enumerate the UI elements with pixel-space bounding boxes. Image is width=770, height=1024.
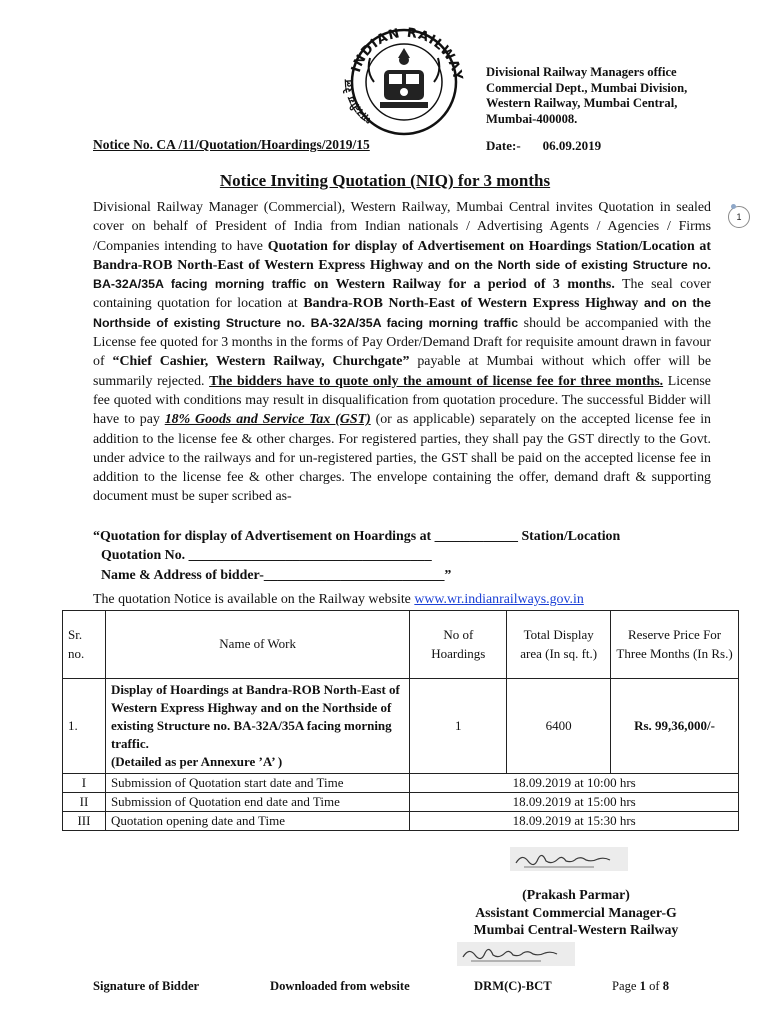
- signature-image: [510, 847, 628, 876]
- table-cell: 18.09.2019 at 15:00 hrs: [410, 793, 739, 812]
- table-row: [63, 812, 739, 831]
- table-cell: 18.09.2019 at 10:00 hrs: [410, 774, 739, 793]
- website-note-text: The quotation Notice is available on the Railway website: [93, 592, 415, 607]
- signatory-designation: Assistant Commercial Manager-G: [475, 904, 677, 920]
- reserve-price-cell: Rs. 99,36,000/-: [611, 679, 739, 774]
- page-total: 8: [662, 979, 670, 993]
- table-header: Name of Work: [105, 611, 409, 679]
- body-bold-sans-text: and on the North side of existing Structure no. BA-32A/35A facing morning traffic: [93, 257, 711, 292]
- office-line: Mumbai-400008.: [486, 111, 578, 126]
- website-note: [93, 592, 584, 608]
- page-current: 1: [639, 979, 646, 993]
- page-prefix: Page: [612, 979, 640, 993]
- table-cell: 1.: [63, 679, 106, 774]
- body-text: (or as applicable) separately on the accepted license fee in addition to the license fee & other charges. For registered parties, they shall pay the GST directly to the Govt. under advice to the railways and for un-registered parties, the GST shall be paid on the accepted license fee in addition to the license fee & other charges. The envelope containing the offer, demand draft & supporting document must be super scribed as-: [93, 412, 711, 505]
- table-cell: 1: [410, 679, 507, 774]
- table-header: Total Display area (In sq. ft.): [507, 611, 611, 679]
- notice-body: [93, 198, 711, 507]
- superscription-line: Name & Address of bidder-__________________________”: [101, 567, 452, 583]
- body-text: payable at Mumbai without which offer will be summarily rejected.: [93, 354, 711, 389]
- work-description-cell: [105, 679, 409, 774]
- table-header-row: [63, 611, 739, 679]
- date-label: Date:-: [486, 138, 521, 153]
- annotation-dot-icon: [731, 204, 736, 209]
- payee-name: “Chief Cashier, Western Railway, Churchgate”: [112, 354, 410, 370]
- superscription-line: Quotation No. ___________________________________: [101, 548, 432, 564]
- table-header: Reserve Price For Three Months (In Rs.): [611, 611, 739, 679]
- work-name: Display of Hoardings at Bandra-ROB North-East of Western Express Highway and on the Northside of existing Structure no. BA-32A/35A facing morning traffic.: [110, 682, 400, 751]
- gst-text: 18% Goods and Service Tax (GST): [164, 412, 371, 428]
- quotation-table: [62, 610, 739, 831]
- notice-date: [486, 138, 601, 154]
- body-bold-text: on Western Railway for a period of 3 months.: [306, 277, 615, 293]
- office-line: Western Railway, Mumbai Central,: [486, 96, 678, 110]
- footer-drm-code: DRM(C)-BCT: [474, 979, 552, 993]
- body-bold-text: Quotation for display of Advertisement on Hoardings Station/Location at Bandra-ROB North-East of Western Express Highway: [93, 238, 712, 273]
- footer-page-count: [612, 979, 669, 994]
- table-row: [63, 793, 739, 812]
- office-line: Divisional Railway Managers office: [486, 65, 677, 79]
- body-bold-sans-text: and on the Northside of existing Structure no. BA-32A/35A facing morning traffic: [93, 296, 711, 330]
- table-cell: Submission of Quotation end date and Time: [105, 793, 409, 812]
- office-line: Commercial Dept., Mumbai Division,: [486, 80, 688, 95]
- table-cell: I: [63, 774, 106, 793]
- table-cell: II: [63, 793, 106, 812]
- svg-text:भारतीय रेल: भारतीय रेल: [341, 79, 375, 127]
- footer-downloaded: Downloaded from website: [270, 979, 410, 993]
- indian-railways-logo: [326, 22, 474, 138]
- date-value: 06.09.2019: [542, 138, 602, 153]
- table-row: [63, 679, 739, 774]
- signatory-office: Mumbai Central-Western Railway: [473, 922, 679, 937]
- license-fee-instruction: The bidders have to quote only the amount of license fee for three months.: [209, 373, 664, 389]
- table-cell: III: [63, 812, 106, 831]
- body-bold-text: Bandra-ROB North-East of Western Express Highway: [303, 296, 639, 312]
- body-text: The seal cover containing quotation for location at: [93, 277, 711, 312]
- table-cell: 18.09.2019 at 15:30 hrs: [410, 812, 739, 831]
- page-number-badge[interactable]: 1: [728, 206, 750, 228]
- body-text: License fee quoted with conditions may result in disqualification from quotation procedure. The successful Bidder will have to pay: [93, 373, 711, 428]
- office-address: [486, 65, 726, 127]
- signatory-block: [446, 886, 706, 939]
- table-header: Sr. no.: [63, 611, 106, 679]
- notice-title: Notice Inviting Quotation (NIQ) for 3 months: [219, 171, 551, 190]
- svg-text:INDIAN RAILWAYS: INDIAN RAILWAY: [348, 25, 466, 83]
- envelope-superscription: [93, 527, 713, 585]
- work-annexure: (Detailed as per Annexure ’A’ ): [110, 754, 283, 769]
- table-header: No of Hoardings: [410, 611, 507, 679]
- signature-image: [457, 942, 575, 971]
- body-text: Divisional Railway Manager (Commercial), Western Railway, Mumbai Central invites Quotation in sealed cover on behalf of President of India from Indian nationals / Advertising Agents / Agencies / Firms /Companies intending to have: [93, 200, 711, 254]
- table-cell: Quotation opening date and Time: [105, 812, 409, 831]
- page-of: of: [645, 979, 663, 993]
- table-row: [63, 774, 739, 793]
- railway-website-link[interactable]: www.wr.indianrailways.gov.in: [414, 592, 584, 607]
- body-text: should be accompanied with the License fee quoted for 3 months in the forms of Pay Order/Demand Draft for requisite amount drawn in favour of: [93, 315, 711, 370]
- table-cell: 6400: [507, 679, 611, 774]
- signatory-name: (Prakash Parmar): [522, 887, 630, 902]
- footer-signature-of-bidder: Signature of Bidder: [93, 979, 200, 993]
- superscription-line: “Quotation for display of Advertisement on Hoardings at ____________ Station/Location: [93, 529, 621, 544]
- table-cell: Submission of Quotation start date and Time: [105, 774, 409, 793]
- notice-number: Notice No. CA /11/Quotation/Hoardings/2019/15: [93, 137, 370, 152]
